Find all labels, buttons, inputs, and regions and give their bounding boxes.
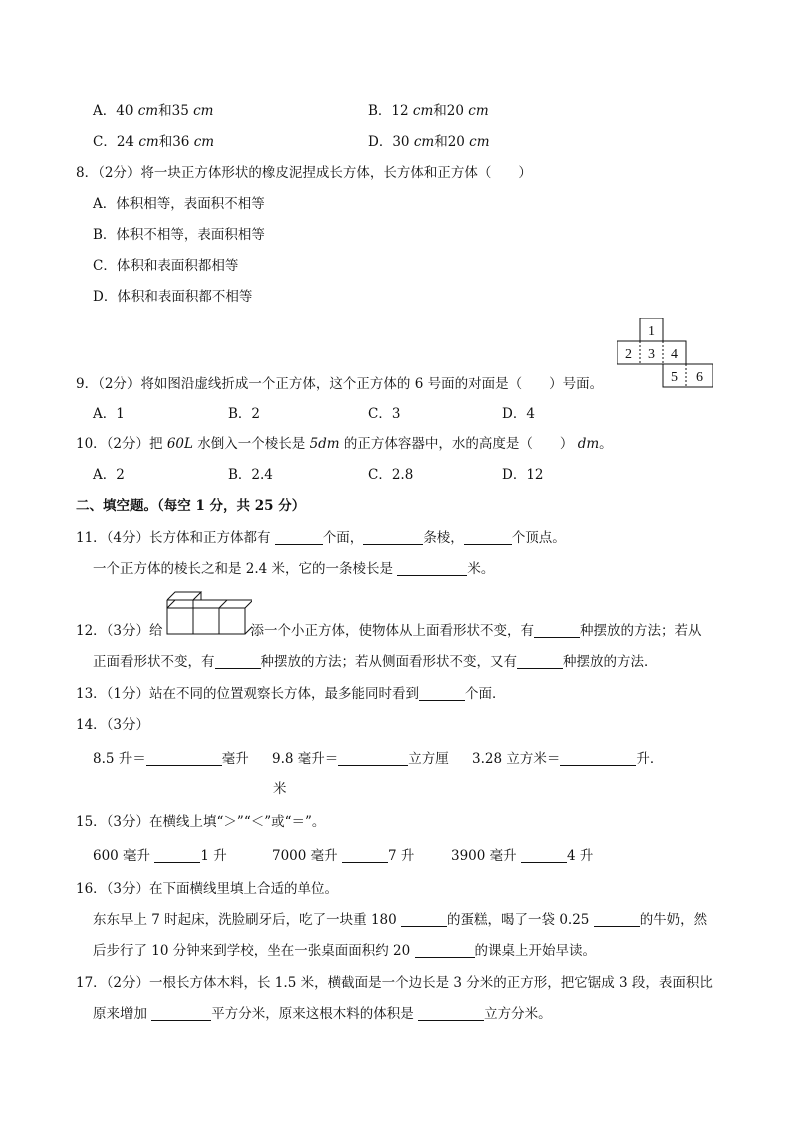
answer-blank[interactable] [415,943,475,958]
answer-blank[interactable] [146,751,222,766]
unit: cm [469,134,490,150]
q8-option-d: D．体积和表面积都不相等 [93,289,253,305]
unit: cm [468,103,489,119]
q7-option-d [368,133,490,151]
answer-blank[interactable] [363,530,423,545]
q11-line2 [93,560,494,578]
text: 的课桌上开始早读。 [474,943,597,959]
value: 36 [172,134,190,150]
value: 24 [116,134,135,150]
section-heading: 二、填空题。（每空 1 分，共 25 分） [76,498,306,514]
option-label: C． [93,134,117,150]
q9-option-a: A．1 [93,406,125,422]
q9-option-c: C．3 [368,406,401,422]
answer-blank[interactable] [419,686,465,701]
text: 种摆放的方法；若从侧面看形状不变，又有 [260,654,517,670]
text: 正面看形状不变，有 [93,654,215,670]
answer-blank[interactable] [275,530,323,545]
unit: cm [138,134,159,150]
net-number-1: 1 [648,324,655,339]
answer-blank[interactable] [151,1006,211,1021]
q12-line1 [76,622,702,640]
value: 5 [309,436,319,452]
unit: cm [137,103,159,119]
net-number-5: 5 [671,370,678,385]
option-label: B． [368,103,392,119]
q14-item-b-unit-cont: 米 [273,781,287,797]
answer-blank[interactable] [464,530,512,545]
answer-blank[interactable] [418,1006,484,1021]
text: 。 [599,436,613,452]
text: 的正方体容器中，水的高度是（ ） [339,436,578,452]
text: 种摆放的方法；若从 [580,623,702,639]
value: 60 [166,436,184,452]
text: 东东早上 7 时起床，洗脸刷牙后，吃了一块重 180 [93,912,402,928]
cube-net-figure [617,318,713,388]
q10-stem [76,435,613,453]
q10-option-c: C．2.8 [368,467,414,483]
net-number-4: 4 [671,347,678,362]
unit: cm [193,134,215,150]
q16-line1 [93,911,707,929]
value: 30 [392,134,410,150]
q15-item-a [93,847,227,865]
text: 个面． [465,686,506,702]
q9-option-b: B．2 [228,406,261,422]
answer-blank[interactable] [534,623,580,638]
value: 12 [391,103,409,119]
option-label: D． [368,134,393,150]
answer-blank[interactable] [342,848,388,863]
value: 35 [171,103,189,119]
q8-option-c: C．体积和表面积都相等 [93,258,239,274]
q10-option-d: D．12 [502,467,544,483]
q14-stem: 14．（3分） [76,717,150,733]
text: 水倒入一个棱长是 [192,436,310,452]
q14-item-b [272,750,449,768]
unit: cm [193,103,214,119]
q7-option-a [93,102,213,120]
value: 40 [116,103,134,119]
text: 8.5 升＝ [93,751,146,767]
conjunction: 和 [158,134,173,150]
answer-blank[interactable] [215,654,261,669]
q7-option-c [93,133,214,151]
text: 7000 毫升 [272,848,342,864]
text: 条棱， [423,530,464,546]
q16-line2 [93,942,596,960]
text: 个顶点。 [511,530,566,546]
q14-item-c [472,750,663,768]
unit: dm [577,436,600,452]
q15-item-b [272,847,414,865]
text: 一个正方体的棱长之和是 2.4 米，它的一条棱长是 [93,561,398,577]
unit: cm [412,103,434,119]
answer-blank[interactable] [397,561,467,576]
answer-blank[interactable] [517,654,563,669]
answer-blank[interactable] [560,751,636,766]
text: 4 升 [566,848,594,864]
text: 3.28 立方米＝ [472,751,561,767]
text: 1 升 [200,848,227,864]
net-number-3: 3 [648,347,655,362]
answer-blank[interactable] [521,848,567,863]
value: 20 [447,134,465,150]
q8-option-b: B．体积不相等，表面积相等 [93,227,265,243]
q8-stem: 8．（2分）将一块正方体形状的橡皮泥捏成长方体，长方体和正方体（ ） [76,165,532,181]
q10-option-a: A．2 [93,467,125,483]
conjunction: 和 [158,103,172,119]
q11-line1 [76,529,566,547]
text: 600 毫升 [93,848,155,864]
text: 10．（2分）把 [76,436,167,452]
q14-item-a [93,750,249,768]
text: 的蛋糕，喝了一袋 0.25 [447,912,594,928]
text: 添一个小正方体，使物体从上面看形状不变，有 [250,623,535,639]
q13 [76,685,506,703]
text: 立方厘 [408,751,449,767]
conjunction: 和 [433,103,447,119]
answer-blank[interactable] [401,912,447,927]
text: 9.8 毫升＝ [272,751,339,767]
text: 立方分米。 [484,1006,552,1022]
text: 11．（4分）长方体和正方体都有 [76,530,275,546]
q15-stem: 15．（3分）在横线上填“＞”“＜”或“＝”。 [76,814,326,830]
text: 7 升 [387,848,415,864]
q9-stem: 9．（2分）将如图沿虚线折成一个正方体，这个正方体的 6 号面的对面是（ ）号面。 [76,376,604,392]
text: 的牛奶，然 [639,912,708,928]
q17-line2 [93,1005,552,1023]
q9-option-d: D．4 [502,406,535,422]
unit: cm [413,134,435,150]
text: 升． [636,751,664,767]
text: 平方分米，原来这根木料的体积是 [211,1006,419,1022]
q16-stem: 16．（3分）在下面横线里填上合适的单位。 [76,881,339,897]
text: 12．（3分）给 [76,623,163,639]
option-label: A． [93,103,117,119]
text: 个面， [322,530,364,546]
unit: dm [318,436,340,452]
q7-option-b [368,102,489,120]
q10-option-b: B．2.4 [228,467,273,483]
q15-item-c [451,847,593,865]
text: 原来增加 [93,1006,152,1022]
unit: L [184,436,193,452]
text: 种摆放的方法． [563,654,658,670]
q12-line2 [93,653,658,671]
q8-option-a: A．体积相等，表面积不相等 [93,196,265,212]
text: 米。 [467,561,495,577]
net-number-2: 2 [625,347,632,362]
value: 20 [446,103,464,119]
net-number-6: 6 [696,370,703,385]
text: 后步行了 10 分钟来到学校，坐在一张桌面面积约 20 [93,943,415,959]
answer-blank[interactable] [594,912,640,927]
text: 毫升 [221,751,249,767]
answer-blank[interactable] [154,848,200,863]
conjunction: 和 [434,134,448,150]
text: 3900 毫升 [451,848,521,864]
q17-line1: 17．（2分）一根长方体木料，长 1.5 米，横截面是一个边长是 3 分米的正方形，把它锯成 3 段，表面积比 [76,975,713,991]
answer-blank[interactable] [338,751,408,766]
text: 13．（1分）站在不同的位置观察长方体，最多能同时看到 [76,686,420,702]
